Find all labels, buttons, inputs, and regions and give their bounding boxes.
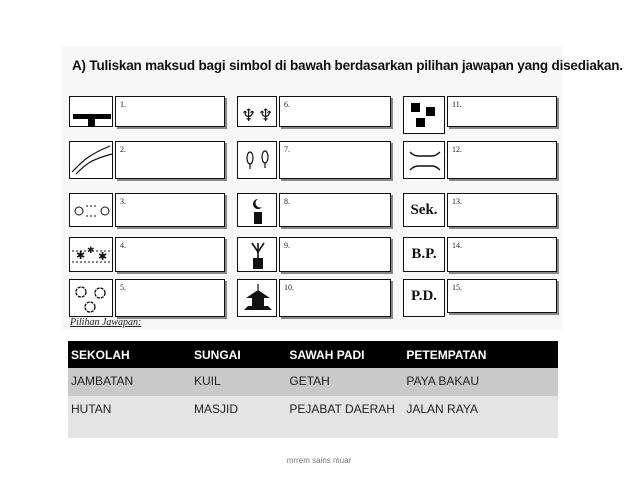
answer-box-4[interactable] <box>115 237 225 272</box>
options-row <box>68 368 558 396</box>
jambatan-symbol-icon <box>70 97 114 128</box>
option-cell: JAMBATAN <box>68 368 191 396</box>
sekolah-abbreviation: Sek. <box>410 202 438 218</box>
item-number: 14. <box>452 241 462 250</box>
kelapa-symbol-icon <box>238 97 278 128</box>
answer-box-12[interactable] <box>447 141 557 179</box>
symbol-box-10 <box>237 279 277 317</box>
item-number: 1. <box>120 100 126 109</box>
option-cell: GETAH <box>286 368 403 396</box>
petempatan-symbol-icon <box>404 97 446 135</box>
symbol-box-15 <box>403 279 445 317</box>
item-number: 9. <box>284 241 290 250</box>
getah-symbol-icon <box>70 280 114 318</box>
options-label: Pilihan Jawapan: <box>70 317 142 328</box>
option-cell: HUTAN <box>68 396 191 438</box>
option-cell: PEJABAT DAERAH <box>286 396 403 438</box>
symbol-box-6 <box>237 96 277 127</box>
symbol-box-12 <box>403 141 445 179</box>
item-number: 8. <box>284 197 290 206</box>
option-cell: MASJID <box>191 396 286 438</box>
item-number: 11. <box>452 100 462 109</box>
option-cell: JALAN RAYA <box>403 396 558 438</box>
answer-box-13[interactable] <box>447 193 557 227</box>
item-number: 2. <box>120 145 126 154</box>
item-number: 13. <box>452 197 462 206</box>
answer-box-15[interactable] <box>447 279 557 313</box>
svg-text:♆: ♆ <box>241 106 257 126</box>
svg-text:✱: ✱ <box>87 246 95 256</box>
item-number: 4. <box>120 241 126 250</box>
answer-box-2[interactable] <box>115 141 225 179</box>
item-number: 5. <box>120 283 126 292</box>
symbol-box-9 <box>237 237 277 272</box>
option-cell: SAWAH PADI <box>286 341 403 368</box>
pagoda-symbol-icon <box>238 280 278 318</box>
options-table <box>68 341 558 438</box>
symbol-box-2 <box>69 141 113 179</box>
options-row <box>68 396 558 438</box>
option-cell: SUNGAI <box>191 341 286 368</box>
svg-text:♆: ♆ <box>258 106 274 126</box>
paya-bakau-symbol-icon <box>70 238 114 273</box>
symbol-box-7 <box>237 141 277 179</box>
options-header-row <box>68 341 558 368</box>
masjid-symbol-icon <box>238 194 278 228</box>
answer-box-7[interactable] <box>279 141 391 179</box>
symbol-box-4 <box>69 237 113 272</box>
symbol-box-3 <box>69 193 113 227</box>
item-number: 7. <box>284 145 290 154</box>
answer-box-14[interactable] <box>447 237 557 272</box>
answer-box-5[interactable] <box>115 279 225 317</box>
sungai-symbol-icon <box>70 142 114 180</box>
tree-symbol-icon <box>238 142 278 180</box>
answer-box-10[interactable] <box>279 279 391 317</box>
balai-polis-abbreviation: B.P. <box>411 246 437 262</box>
answer-box-9[interactable] <box>279 237 391 272</box>
symbol-box-11 <box>403 96 445 134</box>
item-number: 6. <box>284 100 290 109</box>
answer-box-6[interactable] <box>279 96 391 127</box>
answer-box-3[interactable] <box>115 193 225 227</box>
footer-credit: mrrem sains muar <box>286 456 352 465</box>
item-number: 12. <box>452 145 462 154</box>
answer-box-11[interactable] <box>447 96 557 127</box>
pejabat-daerah-abbreviation: P.D. <box>410 288 438 304</box>
option-cell: SEKOLAH <box>68 341 191 368</box>
answer-box-8[interactable] <box>279 193 391 227</box>
item-number: 15. <box>452 283 462 292</box>
symbol-box-1 <box>69 96 113 127</box>
symbol-box-5 <box>69 279 113 317</box>
symbol-box-13 <box>403 193 445 227</box>
option-cell: PETEMPATAN <box>403 341 558 368</box>
item-number: 10. <box>284 283 294 292</box>
kuil-symbol-icon <box>238 238 278 273</box>
worksheet-title: A) Tuliskan maksud bagi simbol di bawah berdasarkan pilihan jawapan yang disediakan. <box>72 58 623 73</box>
jalan-raya-symbol-icon <box>404 142 446 180</box>
symbol-box-14 <box>403 237 445 272</box>
answer-box-1[interactable] <box>115 96 225 127</box>
option-cell: KUIL <box>191 368 286 396</box>
sawah-padi-symbol-icon <box>70 194 114 228</box>
item-number: 3. <box>120 197 126 206</box>
option-cell: PAYA BAKAU <box>403 368 558 396</box>
svg-text:✱: ✱ <box>98 250 108 263</box>
svg-text:✱: ✱ <box>76 249 86 262</box>
symbol-box-8 <box>237 193 277 227</box>
